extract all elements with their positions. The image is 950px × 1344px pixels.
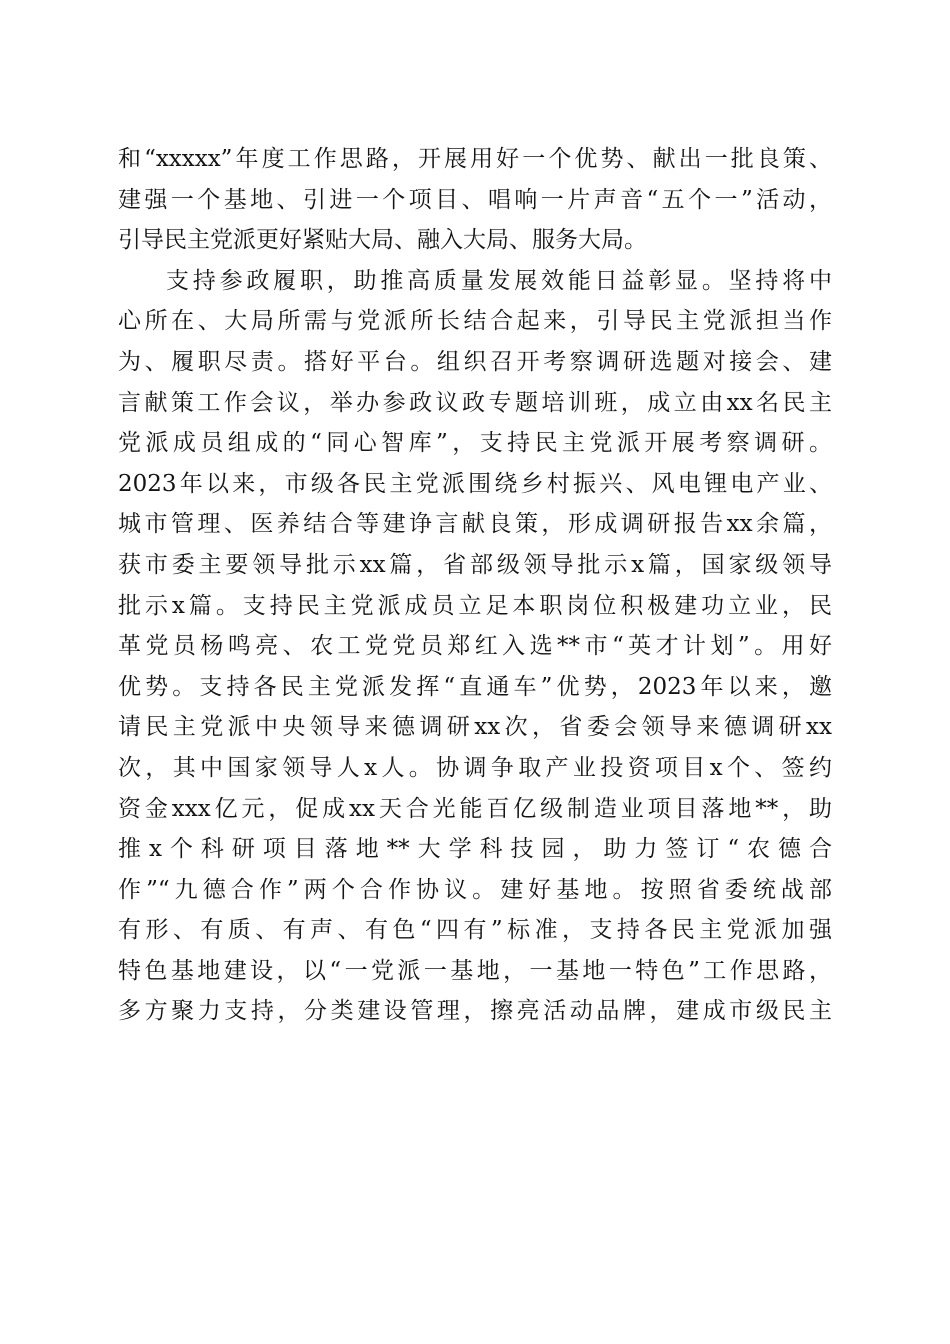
text-line: 获市委主要领导批示xx篇，省部级领导批示x篇，国家级领导 xyxy=(118,551,832,578)
text-line: 和“xxxxx”年度工作思路，开展用好一个优势、献出一批良策、 xyxy=(118,146,832,172)
text-line: 为、履职尽责。搭好平台。组织召开考察调研选题对接会、建 xyxy=(118,348,832,375)
text-line: 引导民主党派更好紧贴大局、融入大局、服务大局。 xyxy=(118,227,647,254)
text-line: 请民主党派中央领导来德调研xx次，省委会领导来德调研xx xyxy=(118,714,832,741)
document-body xyxy=(118,139,832,1032)
text-line: 有形、有质、有声、有色“四有”标准，支持各民主党派加强 xyxy=(118,917,832,944)
text-line: 建强一个基地、引进一个项目、唱响一片声音“五个一”活动， xyxy=(118,186,832,213)
text-line: 次，其中国家领导人x人。协调争取产业投资项目x个、签约 xyxy=(118,754,832,781)
text-line: 党派成员组成的“同心智库”，支持民主党派开展考察调研。 xyxy=(118,430,832,457)
text-line: 批示x篇。支持民主党派成员立足本职岗位积极建功立业，民 xyxy=(118,592,832,619)
text-line: 心所在、大局所需与党派所长结合起来，引导民主党派担当作 xyxy=(118,308,832,335)
text-line: 革党员杨鸣亮、农工党党员郑红入选**市“英才计划”。用好 xyxy=(118,633,832,660)
text-line: 2023年以来，市级各民主党派围绕乡村振兴、风电锂电产业、 xyxy=(118,470,832,497)
text-line: 资金xxx亿元，促成xx天合光能百亿级制造业项目落地**，助 xyxy=(118,795,832,822)
text-line: 城市管理、医养结合等建诤言献良策，形成调研报告xx余篇， xyxy=(118,511,832,538)
text-line: 多方聚力支持，分类建设管理，擦亮活动品牌，建成市级民主 xyxy=(118,998,832,1025)
text-line: 特色基地建设，以“一党派一基地，一基地一特色”工作思路， xyxy=(118,957,832,984)
paragraph-first-line: 支持参政履职，助推高质量发展效能日益彰显。坚持将中 xyxy=(166,267,832,294)
text-line: 推x个科研项目落地**大学科技园，助力签订“农德合 xyxy=(118,836,832,863)
text-line: 作”“九德合作”两个合作协议。建好基地。按照省委统战部 xyxy=(118,876,832,903)
text-line: 言献策工作会议，举办参政议政专题培训班，成立由xx名民主 xyxy=(118,389,832,416)
text-line: 优势。支持各民主党派发挥“直通车”优势，2023年以来，邀 xyxy=(118,673,832,700)
